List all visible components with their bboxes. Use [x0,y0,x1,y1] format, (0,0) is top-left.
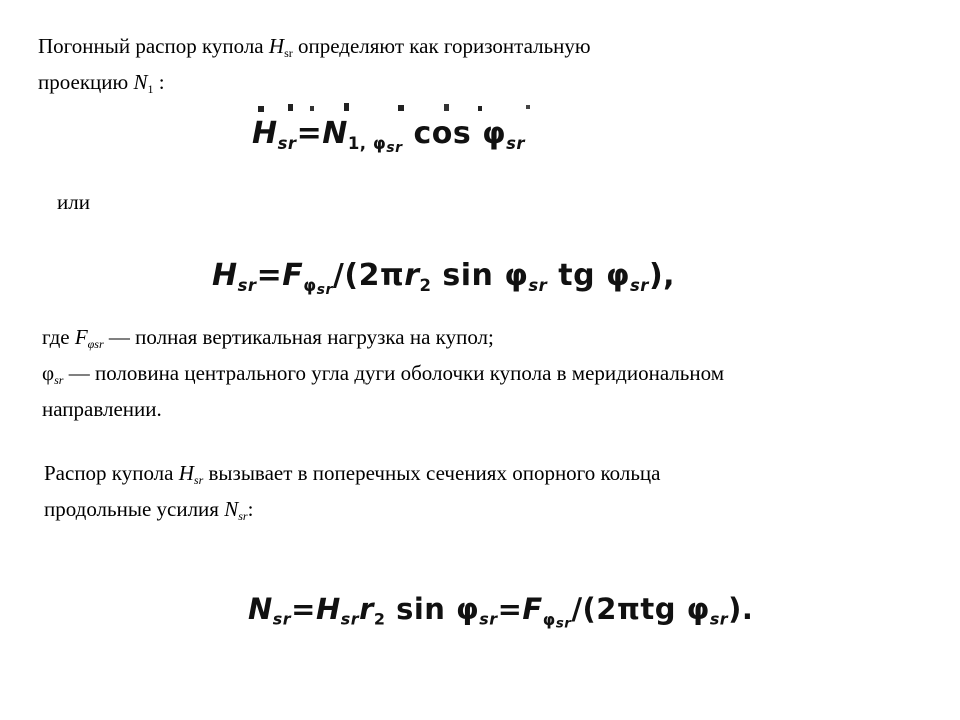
where-prefix: где [42,325,75,349]
thrust-h-sub: sr [193,473,204,487]
thrust-line-2 [44,491,253,527]
f2-h-sub: sr [237,275,257,295]
intro-text-before: Погонный распор купола [38,34,269,58]
h-symbol: H [268,34,285,58]
thrust-forces-text: продольные усилия [44,497,225,521]
f2-end: ), [648,258,676,293]
thrust-colon: : [247,497,254,521]
n-symbol: N [133,70,148,94]
where-phi-sub: sr [54,373,64,387]
f1-equals: = [296,116,323,151]
f3-r: r [359,592,374,626]
thrust-line-1 [44,455,661,491]
h-subscript: sr [284,46,293,60]
f1-n-sub: 1, φ [347,133,387,153]
f1-cos: cos φ [402,116,507,151]
f2-f: F [282,258,304,293]
f3-n: N [248,592,273,626]
f3-n-sub: sr [272,609,292,629]
f1-h: H [252,116,278,151]
intro-projection-text: проекцию [38,70,134,94]
f2-h: H [212,258,238,293]
f3-sin-sub: sr [479,609,498,629]
f3-h: H [315,592,341,626]
f3-r-sub: 2 [373,609,386,629]
f3-slash: /(2π [571,592,641,626]
f3-equals-2: = [497,592,523,626]
intro-line-2 [38,64,165,100]
f3-h-sub: sr [340,609,360,629]
where-phi-description: — половина центрального угла дуги оболочки купола в меридиональном [63,361,725,385]
f3-end: ). [728,592,754,626]
f3-f-subsub: sr [555,615,572,632]
thrust-n-sub: sr [238,509,248,523]
formula-longitudinal-force [248,592,754,632]
f1-n-subsub: sr [386,139,403,156]
f3-equals-1: = [291,592,316,626]
where-line-3: направлении. [42,397,162,421]
f2-sin: sin φ [431,258,529,293]
f2-sin-sub: sr [528,275,548,295]
f3-f-sub: φ [542,609,556,629]
f3-tg: tg φ [640,592,710,626]
formula-horizontal-thrust [252,116,526,156]
f2-tg-sub: sr [629,275,649,295]
f2-r-sub: 2 [419,275,432,295]
or-label: или [57,190,90,214]
intro-colon: : [153,70,165,94]
scan-artifact-marks [248,100,538,114]
formula-thrust-from-load [212,258,676,298]
f2-f-sub: φ [303,275,317,295]
thrust-description: вызывает в поперечных сечениях опорного кольца [203,461,661,485]
where-f: F [74,325,88,349]
where-line-2 [42,355,724,391]
f1-n: N [322,116,348,151]
f3-sin: sin φ [385,592,480,626]
thrust-n: N [224,497,239,521]
f2-r: r [404,258,420,293]
f1-h-sub: sr [277,133,297,153]
intro-text-after: определяют как горизонтальную [292,34,591,58]
where-f-description: — полная вертикальная нагрузка на купол; [103,325,494,349]
f2-slash: /(2π [332,258,405,293]
where-line-1 [42,319,494,355]
f2-equals: = [256,258,283,293]
thrust-h: H [178,461,194,485]
intro-line-1 [38,28,591,64]
n-subscript: 1 [147,82,154,96]
f2-f-subsub: sr [316,281,333,298]
f3-f: F [522,592,543,626]
f2-tg: tg φ [547,258,630,293]
f1-cos-sub: sr [506,133,526,153]
where-f-sub: φsr [87,337,104,351]
thrust-prefix: Распор купола [44,461,179,485]
f3-tg-sub: sr [709,609,729,629]
where-phi: φ [42,361,55,385]
